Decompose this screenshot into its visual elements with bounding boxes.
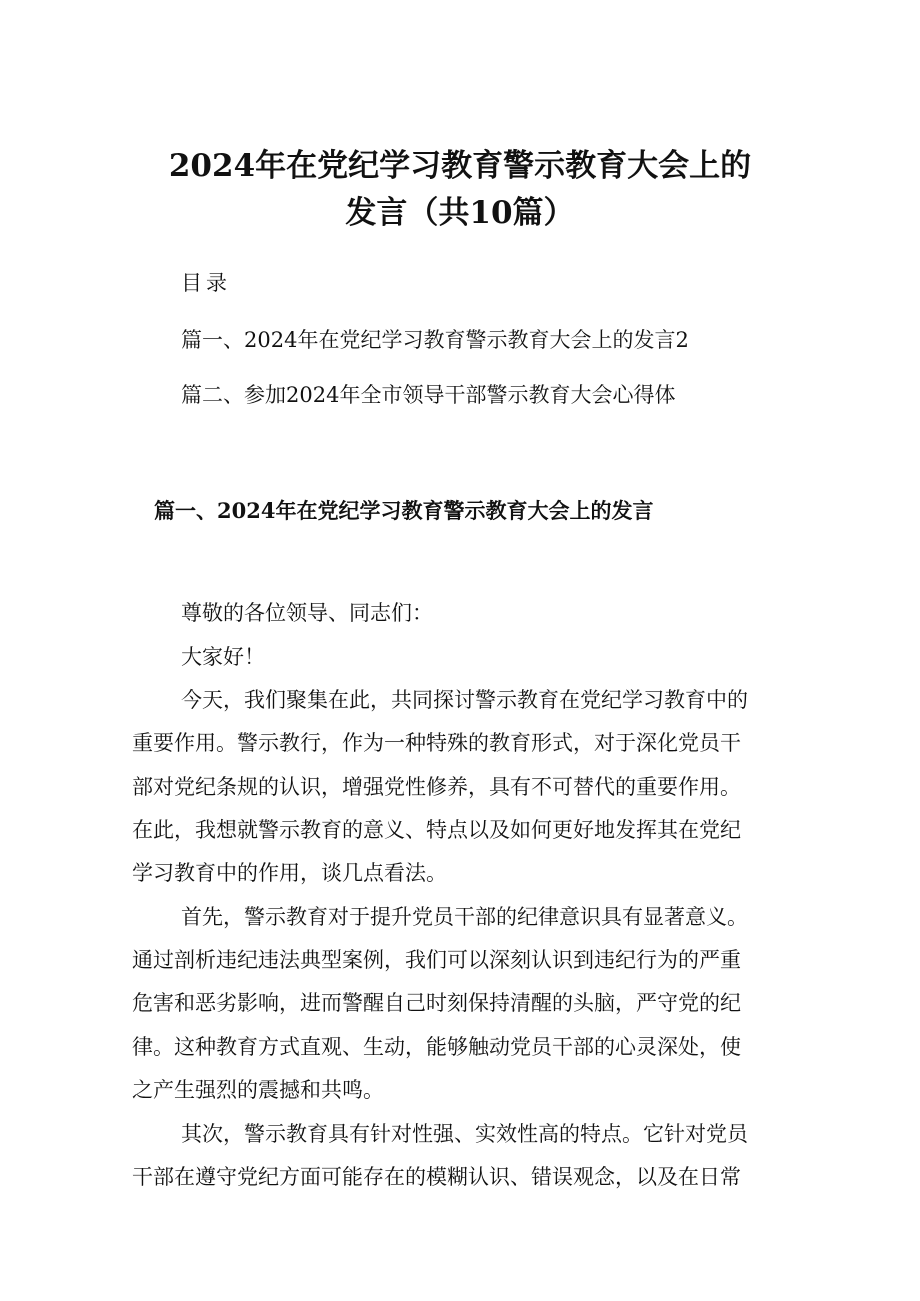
- toc-label: 目录: [181, 271, 231, 295]
- body-line: 今天，我们聚集在此，共同探讨警示教育在党纪学习教育中的: [181, 688, 748, 712]
- salutation-line: 尊敬的各位领导、同志们：: [181, 601, 433, 625]
- body-line: 干部在遵守党纪方面可能存在的模糊认识、错误观念，以及在日常: [132, 1165, 741, 1189]
- body-line: 重要作用。警示教行，作为一种特殊的教育形式，对于深化党员干: [132, 731, 741, 755]
- document-title-line-1: 2024年在党纪学习教育警示教育大会上的: [168, 148, 752, 184]
- body-line: 其次，警示教育具有针对性强、实效性高的特点。它针对党员: [181, 1122, 748, 1146]
- body-line: 在此，我想就警示教育的意义、特点以及如何更好地发挥其在党纪: [132, 818, 741, 842]
- body-line: 学习教育中的作用，谈几点看法。: [132, 861, 447, 885]
- body-line: 之产生强烈的震撼和共鸣。: [132, 1078, 384, 1102]
- greeting-line: 大家好！: [181, 645, 265, 669]
- body-line: 部对党纪条规的认识，增强党性修养，具有不可替代的重要作用。: [132, 775, 741, 799]
- section-heading: 篇一、2024年在党纪学习教育警示教育大会上的发言: [154, 498, 654, 523]
- toc-item-2[interactable]: 篇二、参加2024年全市领导干部警示教育大会心得体: [181, 383, 676, 407]
- toc-item-1[interactable]: 篇一、2024年在党纪学习教育警示教育大会上的发言2: [181, 328, 689, 352]
- body-line: 律。这种教育方式直观、生动，能够触动党员干部的心灵深处，使: [132, 1035, 741, 1059]
- document-title-line-2: 发言（共10篇）: [345, 195, 575, 231]
- body-line: 通过剖析违纪违法典型案例，我们可以深刻认识到违纪行为的严重: [132, 948, 741, 972]
- body-line: 首先，警示教育对于提升党员干部的纪律意识具有显著意义。: [181, 905, 748, 929]
- body-line: 危害和恶劣影响，进而警醒自己时刻保持清醒的头脑，严守党的纪: [132, 991, 741, 1015]
